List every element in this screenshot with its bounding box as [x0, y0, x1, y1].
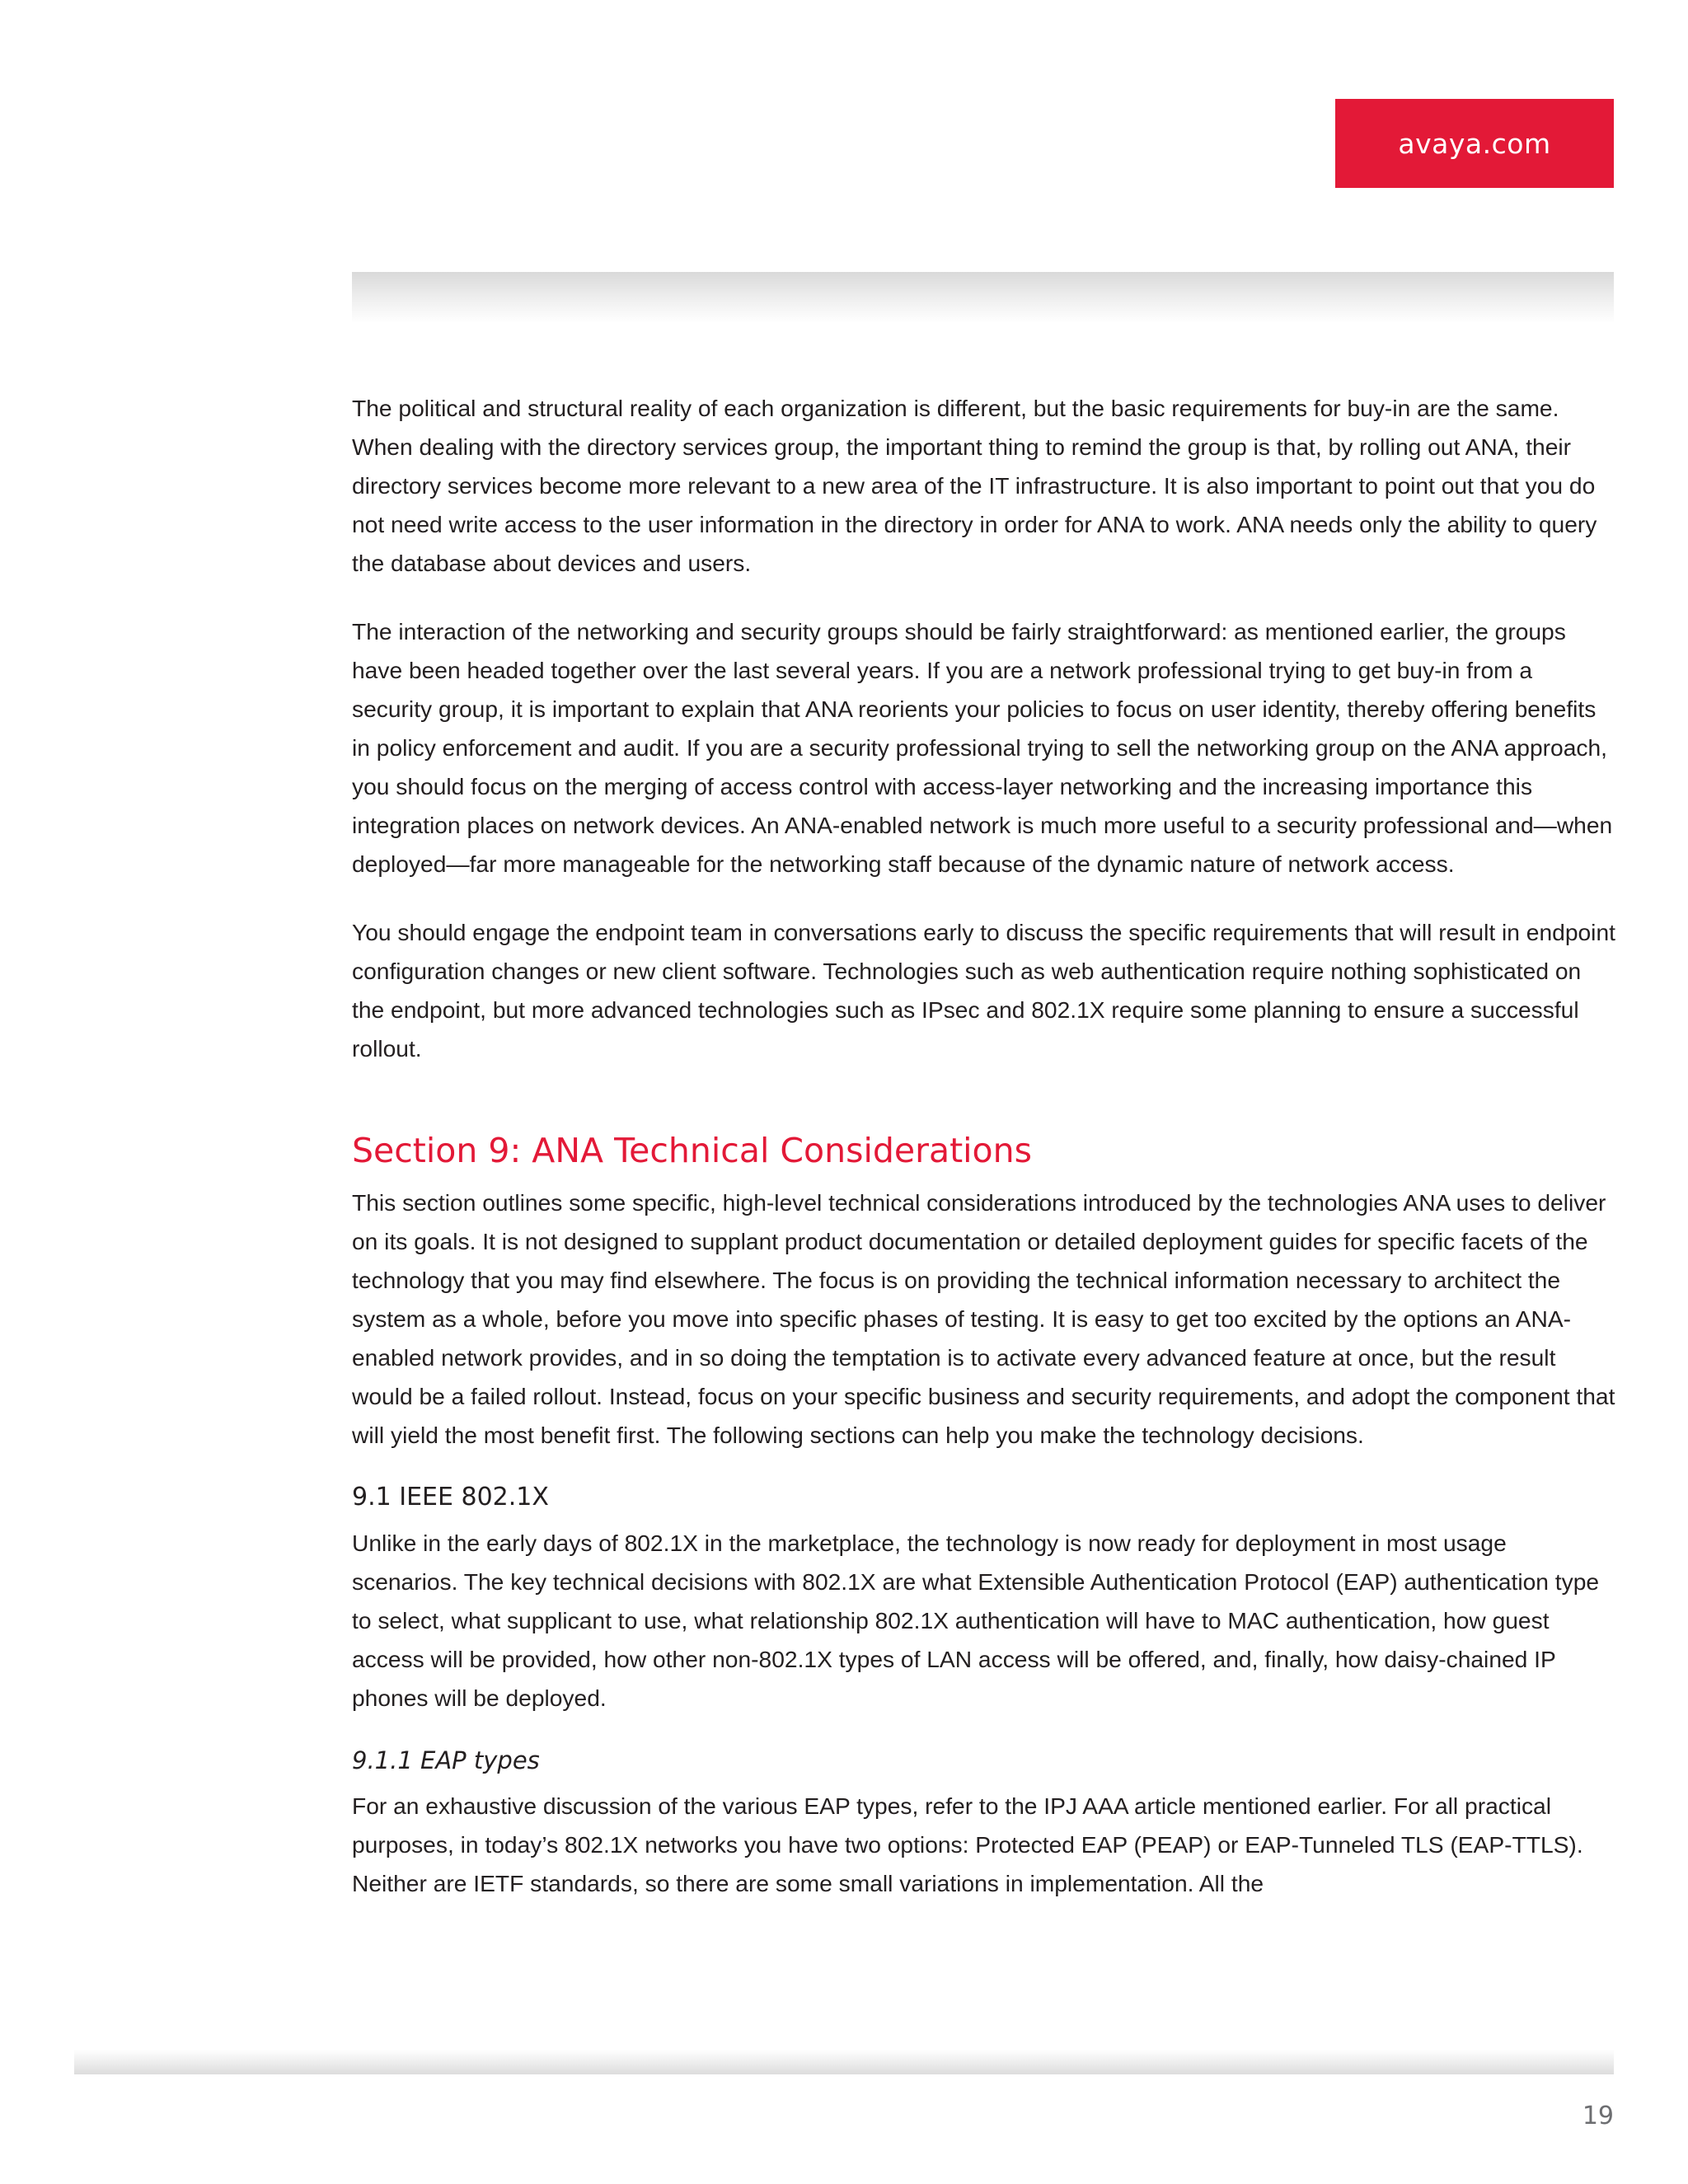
brand-link-label[interactable]: avaya.com [1398, 127, 1551, 160]
subsection-heading: 9.1 IEEE 802.1X [352, 1483, 549, 1511]
header-divider-band [352, 272, 1614, 323]
body-paragraph: The political and structural reality of each organization is different, but the basic requirements for buy-in are the same. When dealing with the directory services group, the important thing to remind the group is that, by rolling out ANA, their directory services become more relevant to a new area of the IT infrastructure. It is also important to point out that you do not need write access to the user information in the directory in order for ANA to work. ANA needs only the ability to query the database about devices and users. [352, 395, 1597, 576]
page-body [352, 389, 1617, 1903]
body-paragraph: You should engage the endpoint team in conversations early to discuss the specific requirements that will result in endpoint configuration changes or new client software. Technologies such as web authentication require nothing sophisticated on the endpoint, but more advanced technologies such as IPsec and 802.1X require some planning to ensure a successful rollout. [352, 919, 1615, 1062]
body-paragraph: The interaction of the networking and security groups should be fairly straightforward: as mentioned earlier, the groups have been headed together over the last several years. If you are a network professional trying to get buy-in from a security group, it is important to explain that ANA reorients your policies to focus on user identity, thereby offering benefits in policy enforcement and audit. If you are a security professional trying to sell the networking group on the ANA approach, you should focus on the merging of access control with access-layer networking and the increasing importance this integration places on network devices. An ANA-enabled network is much more useful to a security professional and—when deployed—far more manageable for the networking staff because of the dynamic nature of network access. [352, 618, 1613, 877]
subsubsection-paragraph: For an exhaustive discussion of the various EAP types, refer to the IPJ AAA article mentioned earlier. For all practical purposes, in today’s 802.1X networks you have two options: Protected EAP (PEAP) or EAP-Tunneled TLS (EAP-TTLS). Neither are IETF standards, so there are some small variations in implementation. All the [352, 1793, 1583, 1896]
brand-link-tab[interactable] [1335, 99, 1614, 188]
page-number: 19 [1582, 2102, 1614, 2130]
subsection-paragraph: Unlike in the early days of 802.1X in the marketplace, the technology is now ready for deployment in most usage scenarios. The key technical decisions with 802.1X are what Extensible Authentication Protocol (EAP) authentication type to select, what supplicant to use, what relationship 802.1X authentication will have to MAC authentication, how guest access will be provided, how other non-802.1X types of LAN access will be offered, and, finally, how daisy-chained IP phones will be deployed. [352, 1530, 1600, 1711]
footer-divider-band [74, 2050, 1614, 2074]
section-paragraph: This section outlines some specific, high-level technical considerations introduced by the technologies ANA uses to deliver on its goals. It is not designed to supplant product documentation or detailed deployment guides for specific facets of the technology that you may find elsewhere. The focus is on providing the technical information necessary to architect the system as a whole, before you move into specific phases of testing. It is easy to get too excited by the options an ANA-enabled network provides, and in so doing the temptation is to activate every advanced feature at once, but the result would be a failed rollout. Instead, focus on your specific business and security requirements, and adopt the component that will yield the most benefit first. The following sections can help you make the technology decisions. [352, 1189, 1615, 1448]
section-heading: Section 9: ANA Technical Considerations [352, 1131, 1032, 1170]
subsubsection-heading: 9.1.1 EAP types [352, 1746, 540, 1774]
